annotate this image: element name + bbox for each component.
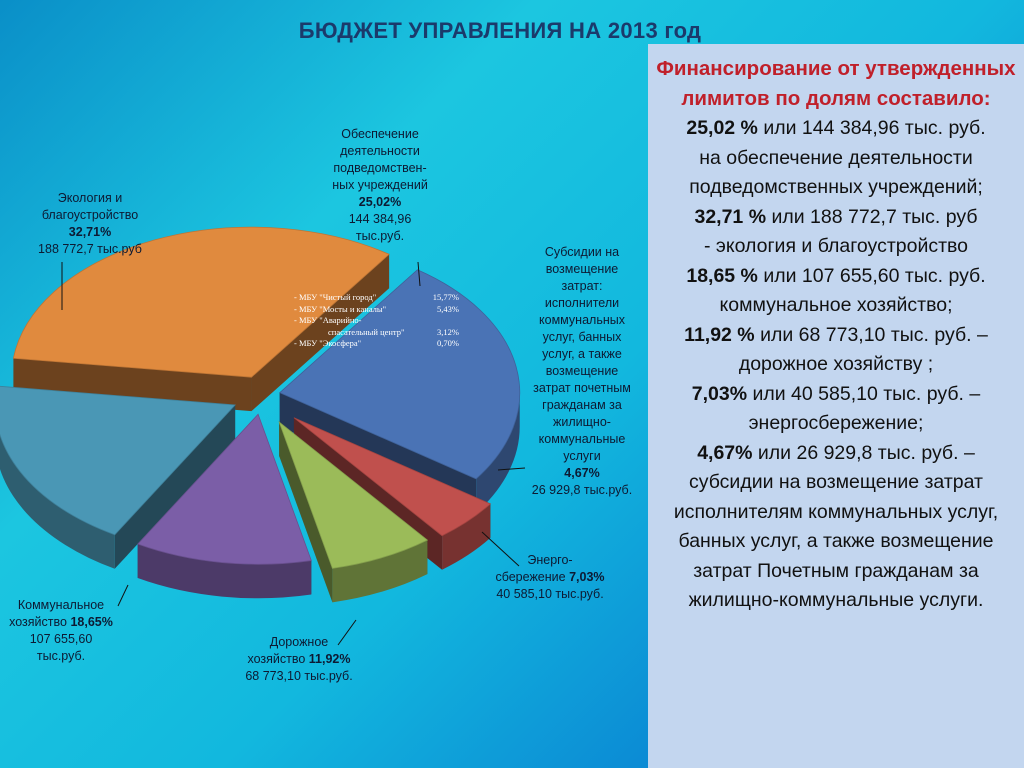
panel-item-kommunalnoe: 18,65 % или 107 655,60 тыс. руб. коммунальное хозяйство; [686, 264, 986, 316]
page-title: БЮДЖЕТ УПРАВЛЕНИЯ НА 2013 год [298, 18, 702, 43]
panel-item-ekologiya: 32,71 % или 188 772,7 тыс. руб - экология и благоустройство [694, 205, 978, 257]
inset-row: - МБУ "Чистый город" 15,77% [294, 292, 459, 302]
label-ekologiya: Экология и благоустройство 32,71% 188 772,7 тыс.руб [38, 191, 142, 256]
panel-item-dorozhnoe: 11,92 % или 68 773,10 тыс. руб. – дорожное хозяйству ; [684, 323, 988, 375]
label-subsidii: Субсидии на возмещение затрат: исполнители коммунальных услуг, банных услуг, а также возмещение затрат почетным гражданам за жилищно- коммунальные услуги 4,67% 26 929,8 тыс.руб. [531, 245, 633, 497]
inset-row: - МБУ "Мосты и каналы" 5,43% [294, 303, 459, 314]
inset-row: - МБУ "Аварийно- [294, 315, 362, 325]
inset-row: - МБУ "Экосфера" 0,70% [294, 338, 459, 348]
panel-item-subsidii: 4,67% или 26 929,8 тыс. руб. – субсидии на возмещение затрат исполнителям коммунальных услуг, банных услуг, а также возмещение затрат Почетным гражданам за жилищно-коммунальные услуги. [673, 441, 999, 611]
label-kommunalnoe: Коммунальное хозяйство 18,65% 107 655,60 тыс.руб. [9, 598, 113, 663]
inset-breakdown [294, 292, 459, 350]
label-dorozhnoe: Дорожное хозяйство 11,92% 68 773,10 тыс.руб. [245, 635, 353, 683]
panel-item-obespechenie: 25,02 % или 144 384,96 тыс. руб. на обеспечение деятельности подведомственных учреждений; [686, 117, 986, 198]
panel-heading: Финансирование от утвержденных лимитов по долям составило: [656, 57, 1016, 110]
panel-item-energo: 7,03% или 40 585,10 тыс. руб. – энергосбережение; [691, 382, 981, 434]
label-obespechenie: Обеспечение деятельности подведомствен- ных учреждений 25,02% 144 384,96 тыс.руб. [332, 127, 428, 243]
label-energo: Энерго- сбережение 7,03% 40 585,10 тыс.руб. [495, 553, 605, 601]
summary-panel [648, 44, 1024, 768]
inset-row: спасательный центр" 3,12% [328, 326, 459, 337]
